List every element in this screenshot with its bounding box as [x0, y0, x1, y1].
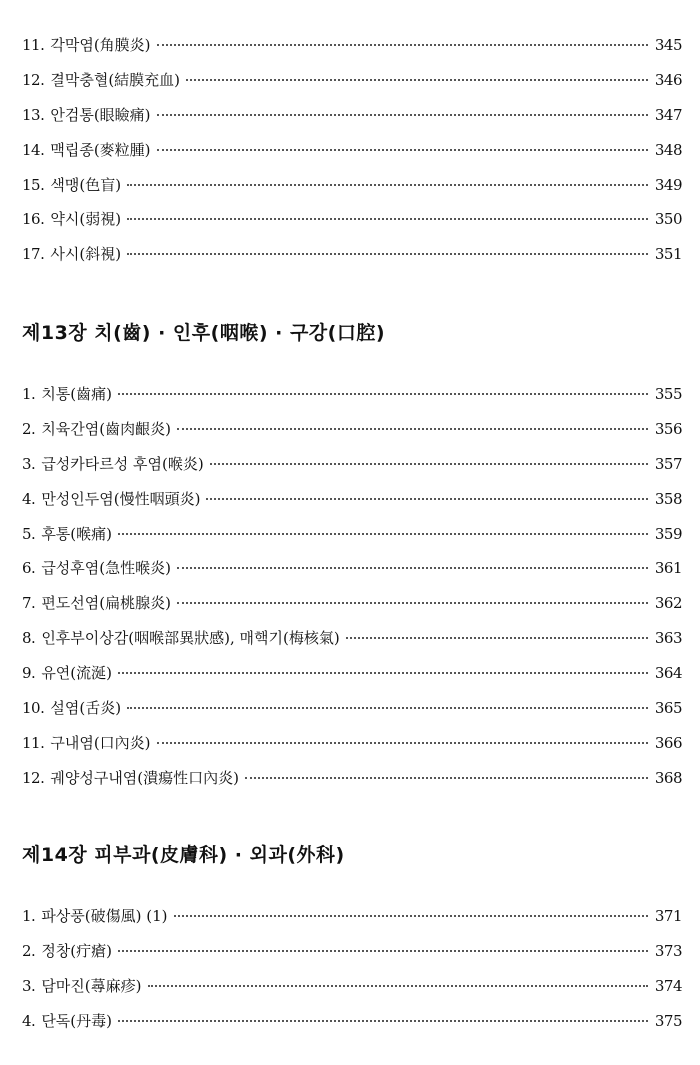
- toc-entry-title: 궤양성구내염(潰瘍性口內炎): [50, 768, 240, 787]
- toc-entry[interactable]: [22, 628, 682, 663]
- toc-entry-number: 11.: [22, 733, 45, 752]
- toc-entry[interactable]: [22, 941, 682, 976]
- toc-entry-page-number: 361: [654, 559, 682, 578]
- toc-entry-page-number: 350: [654, 210, 682, 229]
- toc-entry-title: 맥립종(麥粒腫): [50, 140, 151, 159]
- toc-entry-page-number: 373: [654, 941, 682, 960]
- dot-leader: [127, 253, 648, 255]
- toc-entry-number: 16.: [22, 210, 45, 229]
- toc-entry-title: 치통(齒痛): [41, 385, 112, 403]
- dot-leader: [148, 985, 649, 987]
- toc-entry[interactable]: [22, 733, 682, 768]
- toc-entry-number: 2.: [22, 941, 36, 960]
- dot-leader: [174, 915, 648, 917]
- toc-entry[interactable]: [22, 698, 682, 733]
- dot-leader: [157, 149, 648, 151]
- toc-entry-number: 7.: [22, 594, 36, 613]
- toc-entry-number: 8.: [22, 629, 36, 648]
- dot-leader: [346, 637, 648, 639]
- toc-entry-title: 설염(舌炎): [50, 699, 122, 718]
- dot-leader: [127, 184, 648, 186]
- toc-entry-number: 5.: [22, 524, 36, 543]
- toc-entry[interactable]: [22, 35, 682, 70]
- toc-entry-title: 유연(流涎): [41, 664, 112, 683]
- toc-entry-title: 편도선염(扁桃腺炎): [41, 594, 171, 613]
- toc-entry-title: 급성후염(急性喉炎): [41, 559, 171, 578]
- toc-entry[interactable]: [22, 489, 682, 524]
- toc-entry-page-number: 355: [654, 385, 682, 403]
- toc-entry[interactable]: [22, 524, 682, 559]
- toc-entry-page-number: 359: [654, 524, 682, 543]
- toc-entry-title: 담마진(蕁麻疹): [41, 976, 142, 995]
- toc-entry-number: 3.: [22, 976, 36, 995]
- toc-entry-title: 인후부이상감(咽喉部異狀感), 매핵기(梅核氣): [41, 629, 340, 648]
- toc-entry-number: 14.: [22, 140, 45, 159]
- toc-entry-number: 4.: [22, 1011, 36, 1030]
- toc-entry-title: 결막충혈(結膜充血): [50, 70, 181, 89]
- toc-entry[interactable]: [22, 384, 682, 419]
- toc-entry-title: 정창(疔瘡): [41, 941, 112, 960]
- toc-entry[interactable]: [22, 105, 682, 140]
- toc-entry-number: 2.: [22, 419, 36, 438]
- dot-leader: [127, 218, 648, 220]
- toc-entry[interactable]: [22, 454, 682, 489]
- toc-entry-title: 단독(丹毒): [41, 1011, 112, 1030]
- toc-entry-page-number: 345: [654, 36, 682, 54]
- toc-entry-page-number: 375: [654, 1011, 682, 1030]
- toc-entry-page-number: 356: [654, 419, 682, 438]
- chapter-heading-14: 제14장 피부과(皮膚科) · 외과(外科): [22, 844, 345, 866]
- toc-entry-page-number: 368: [654, 768, 682, 787]
- toc-entry-title: 구내염(口內炎): [50, 733, 151, 752]
- toc-entry-page-number: 347: [654, 105, 682, 124]
- toc-entry[interactable]: [22, 244, 682, 279]
- toc-entry-page-number: 348: [654, 140, 682, 159]
- toc-entry-page-number: 351: [654, 245, 682, 264]
- toc-entry-title: 사시(斜視): [50, 245, 122, 264]
- dot-leader: [157, 44, 648, 46]
- toc-entry[interactable]: [22, 593, 682, 628]
- toc-entry-page-number: 362: [654, 594, 682, 613]
- toc-entry-number: 13.: [22, 105, 45, 124]
- toc-entry-title: 각막염(角膜炎): [50, 36, 151, 54]
- dot-leader: [245, 777, 648, 779]
- toc-entry-number: 1.: [22, 385, 36, 403]
- toc-section-list: [22, 35, 682, 279]
- toc-section-list: [22, 906, 682, 1046]
- toc-entry[interactable]: [22, 1011, 682, 1046]
- toc-entry[interactable]: [22, 140, 682, 175]
- chapter-heading-13: 제13장 치(齒) · 인후(咽喉) · 구강(口腔): [22, 322, 386, 344]
- toc-entry-title: 만성인두염(慢性咽頭炎): [41, 489, 201, 508]
- toc-section-list: [22, 384, 682, 803]
- dot-leader: [177, 428, 648, 430]
- toc-entry-title: 약시(弱視): [50, 210, 122, 229]
- toc-entry[interactable]: [22, 70, 682, 105]
- dot-leader: [210, 463, 648, 465]
- toc-entry[interactable]: [22, 175, 682, 210]
- toc-entry-title: 안검통(眼瞼痛): [50, 105, 151, 124]
- dot-leader: [206, 498, 648, 500]
- toc-entry[interactable]: [22, 209, 682, 244]
- toc-entry-page-number: 358: [654, 489, 682, 508]
- dot-leader: [157, 114, 648, 116]
- dot-leader: [118, 950, 648, 952]
- toc-entry-number: 1.: [22, 907, 36, 925]
- toc-entry[interactable]: [22, 419, 682, 454]
- toc-entry-number: 10.: [22, 699, 45, 718]
- toc-entry-number: 9.: [22, 664, 36, 683]
- toc-entry-page-number: 363: [654, 629, 682, 648]
- toc-entry-page-number: 365: [654, 699, 682, 718]
- toc-entry-title: 급성카타르성 후염(喉炎): [41, 454, 204, 473]
- toc-entry-title: 치육간염(齒肉齦炎): [41, 419, 171, 438]
- dot-leader: [177, 602, 648, 604]
- toc-entry[interactable]: [22, 558, 682, 593]
- dot-leader: [118, 672, 648, 674]
- toc-entry-number: 12.: [22, 768, 45, 787]
- toc-entry-number: 17.: [22, 245, 45, 264]
- dot-leader: [118, 1020, 648, 1022]
- toc-entry-number: 15.: [22, 175, 45, 194]
- toc-entry-page-number: 371: [654, 907, 682, 925]
- dot-leader: [118, 393, 648, 395]
- toc-entry-number: 4.: [22, 489, 36, 508]
- dot-leader: [186, 79, 648, 81]
- dot-leader: [157, 742, 648, 744]
- toc-entry-page-number: 374: [654, 976, 682, 995]
- toc-entry-title: 파상풍(破傷風) (1): [41, 907, 168, 925]
- toc-entry[interactable]: [22, 768, 682, 803]
- toc-entry-title: 색맹(色盲): [50, 175, 122, 194]
- toc-entry[interactable]: [22, 976, 682, 1011]
- toc-entry-page-number: 366: [654, 733, 682, 752]
- toc-entry-title: 후통(喉痛): [41, 524, 112, 543]
- toc-entry-page-number: 357: [654, 454, 682, 473]
- toc-entry-number: 6.: [22, 559, 36, 578]
- dot-leader: [127, 707, 648, 709]
- toc-entry[interactable]: [22, 663, 682, 698]
- toc-entry-number: 12.: [22, 70, 45, 89]
- toc-entry-page-number: 364: [654, 664, 682, 683]
- toc-entry-number: 3.: [22, 454, 36, 473]
- dot-leader: [177, 567, 648, 569]
- toc-entry-page-number: 349: [654, 175, 682, 194]
- toc-entry[interactable]: [22, 906, 682, 941]
- toc-entry-page-number: 346: [654, 70, 682, 89]
- dot-leader: [118, 533, 648, 535]
- toc-entry-number: 11.: [22, 36, 45, 54]
